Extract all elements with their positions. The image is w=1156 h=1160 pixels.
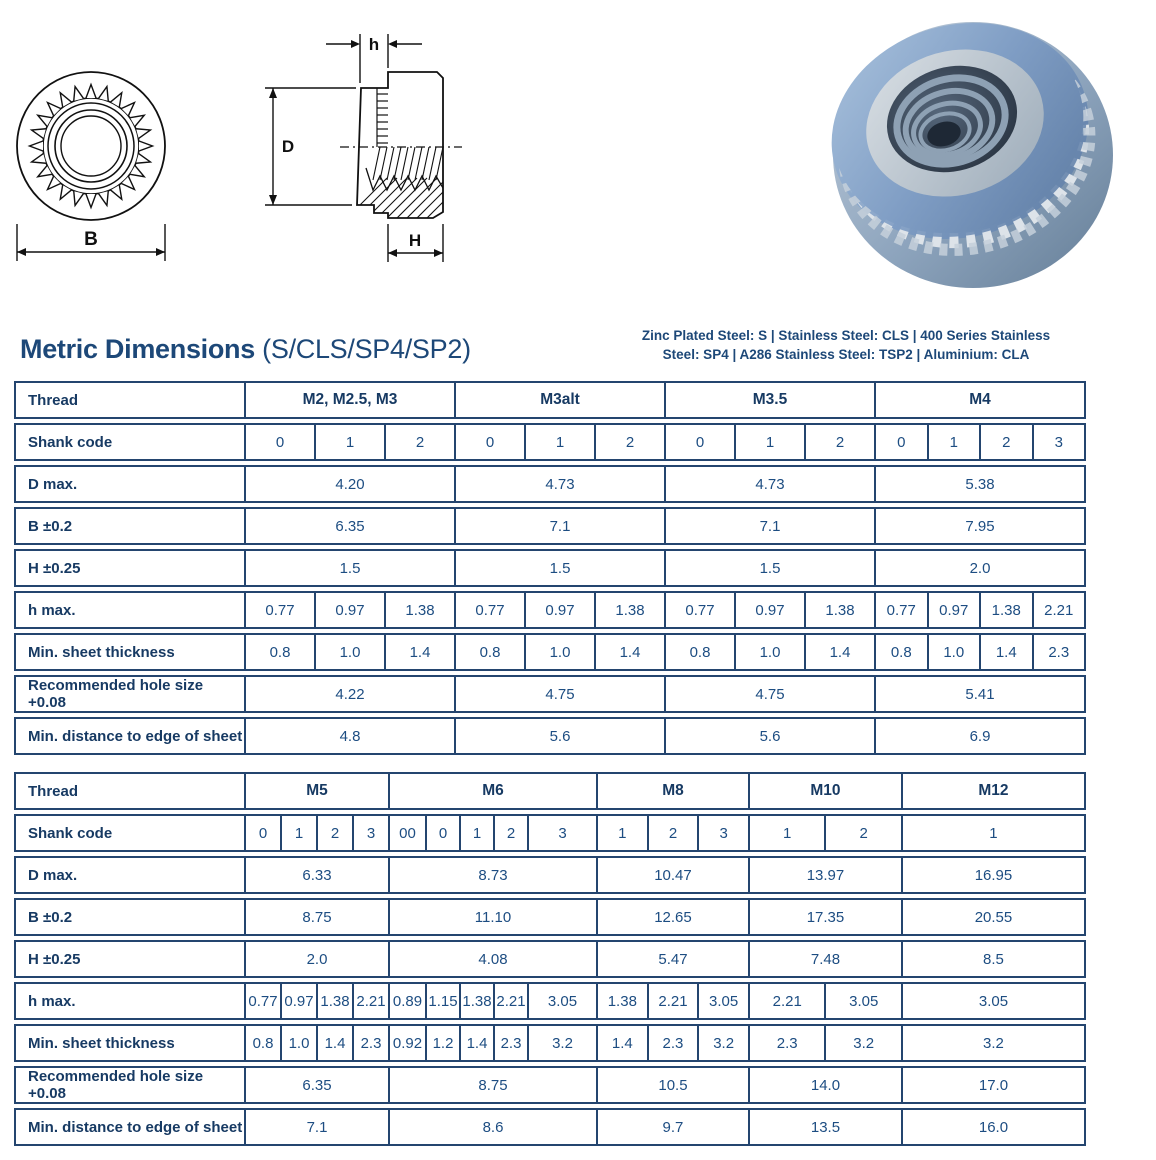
table-row-shank-code: [14, 423, 1086, 461]
value-cell: 3.05: [699, 982, 750, 1020]
thread-group-header: M2, M2.5, M3: [246, 381, 456, 419]
metric-table-small-threads: [14, 381, 1086, 759]
value-cell: 0.77: [246, 982, 282, 1020]
nut-section-outline: [357, 72, 443, 218]
value-cell: 1.0: [316, 633, 386, 671]
table-row-h-upper: [14, 940, 1086, 978]
value-cell: 2.21: [750, 982, 827, 1020]
shank-code-cell: 1: [526, 423, 596, 461]
value-cell: 0.8: [666, 633, 736, 671]
value-cell: 4.20: [246, 465, 456, 503]
row-label: B ±0.2: [14, 898, 246, 936]
value-cell: 1.0: [929, 633, 982, 671]
value-cell: 8.6: [390, 1108, 598, 1146]
front-view-drawing: [10, 60, 180, 272]
value-cell: 4.8: [246, 717, 456, 755]
value-cell: 2.21: [649, 982, 700, 1020]
row-label: Thread: [14, 381, 246, 419]
thread-group-header: M3alt: [456, 381, 666, 419]
value-cell: 1.4: [806, 633, 876, 671]
dim-label-h-small: h: [368, 35, 380, 54]
value-cell: 2.0: [246, 940, 390, 978]
table-row-b: [14, 507, 1086, 545]
value-cell: 2.3: [1034, 633, 1087, 671]
value-cell: 8.75: [246, 898, 390, 936]
shank-code-cell: 1: [316, 423, 386, 461]
value-cell: 1.38: [596, 591, 666, 629]
materials-note: [640, 326, 1052, 364]
value-cell: 2.0: [876, 549, 1086, 587]
value-cell: 17.0: [903, 1066, 1086, 1104]
table-row-d-max: [14, 465, 1086, 503]
row-label: Shank code: [14, 814, 246, 852]
value-cell: 1.4: [596, 633, 666, 671]
thread-group-header: M3.5: [666, 381, 876, 419]
shank-code-cell: 2: [495, 814, 529, 852]
dim-label-b: B: [84, 229, 98, 250]
row-label: D max.: [14, 856, 246, 894]
row-label: H ±0.25: [14, 549, 246, 587]
value-cell: 5.38: [876, 465, 1086, 503]
row-label: B ±0.2: [14, 507, 246, 545]
value-cell: 0.92: [390, 1024, 427, 1062]
value-cell: 8.5: [903, 940, 1086, 978]
value-cell: 0.97: [526, 591, 596, 629]
shank-code-cell: 1: [736, 423, 806, 461]
table-row-edge-distance: [14, 717, 1086, 755]
value-cell: 0.77: [876, 591, 929, 629]
value-cell: 8.73: [390, 856, 598, 894]
table-row-min-sheet: [14, 633, 1086, 671]
table-row-h-upper: [14, 549, 1086, 587]
table-row-b: [14, 898, 1086, 936]
value-cell: 7.95: [876, 507, 1086, 545]
value-cell: 7.48: [750, 940, 903, 978]
shank-code-cell: 2: [826, 814, 903, 852]
value-cell: 0.97: [929, 591, 982, 629]
row-label: D max.: [14, 465, 246, 503]
value-cell: 1.0: [736, 633, 806, 671]
table-row-min-sheet: [14, 1024, 1086, 1062]
value-cell: 0.77: [456, 591, 526, 629]
thread-group-header: M8: [598, 772, 750, 810]
row-label: Shank code: [14, 423, 246, 461]
value-cell: 11.10: [390, 898, 598, 936]
table-row-shank-code: [14, 814, 1086, 852]
shank-code-cell: 0: [246, 423, 316, 461]
table-row-thread: [14, 381, 1086, 419]
value-cell: 3.2: [826, 1024, 903, 1062]
value-cell: 4.22: [246, 675, 456, 713]
row-label: h max.: [14, 591, 246, 629]
value-cell: 0.97: [282, 982, 318, 1020]
value-cell: 0.8: [246, 633, 316, 671]
value-cell: 10.47: [598, 856, 750, 894]
thread-group-header: M12: [903, 772, 1086, 810]
value-cell: 5.6: [456, 717, 666, 755]
value-cell: 13.97: [750, 856, 903, 894]
shank-code-cell: 3: [699, 814, 750, 852]
value-cell: 0.77: [666, 591, 736, 629]
value-cell: 2.3: [649, 1024, 700, 1062]
shank-code-cell: 3: [529, 814, 598, 852]
value-cell: 1.5: [456, 549, 666, 587]
page-title-suffix: (S/CLS/SP4/SP2): [254, 334, 471, 364]
value-cell: 1.5: [246, 549, 456, 587]
thread-group-header: M10: [750, 772, 903, 810]
row-label: Recommended hole size +0.08: [14, 675, 246, 713]
row-label: h max.: [14, 982, 246, 1020]
shank-code-cell: 0: [666, 423, 736, 461]
value-cell: 0.8: [246, 1024, 282, 1062]
value-cell: 1.38: [806, 591, 876, 629]
value-cell: 7.1: [666, 507, 876, 545]
value-cell: 3.2: [529, 1024, 598, 1062]
table-row-hole-size: [14, 1066, 1086, 1104]
value-cell: 5.47: [598, 940, 750, 978]
value-cell: 2.21: [495, 982, 529, 1020]
shank-code-cell: 3: [354, 814, 390, 852]
thread-group-header: M4: [876, 381, 1086, 419]
value-cell: 1.2: [427, 1024, 461, 1062]
value-cell: 1.0: [526, 633, 596, 671]
value-cell: 5.41: [876, 675, 1086, 713]
value-cell: 2.3: [750, 1024, 827, 1062]
table-row-thread: [14, 772, 1086, 810]
value-cell: 8.75: [390, 1066, 598, 1104]
shank-code-cell: 2: [596, 423, 666, 461]
value-cell: 20.55: [903, 898, 1086, 936]
value-cell: 1.4: [318, 1024, 354, 1062]
side-view-drawing: [252, 28, 467, 273]
product-photo: [815, 5, 1125, 300]
value-cell: 2.3: [354, 1024, 390, 1062]
materials-note-line2: Steel: SP4 | A286 Stainless Steel: TSP2 | Aluminium: CLA: [662, 347, 1030, 362]
shank-code-cell: 1: [903, 814, 1086, 852]
row-label: Recommended hole size +0.08: [14, 1066, 246, 1104]
page-title: [20, 334, 471, 365]
shank-code-cell: 2: [386, 423, 456, 461]
value-cell: 1.4: [386, 633, 456, 671]
value-cell: 17.35: [750, 898, 903, 936]
value-cell: 0.8: [876, 633, 929, 671]
shank-code-cell: 2: [806, 423, 876, 461]
shank-code-cell: 0: [246, 814, 282, 852]
shank-code-cell: 3: [1034, 423, 1087, 461]
shank-code-cell: 2: [318, 814, 354, 852]
value-cell: 1.38: [981, 591, 1034, 629]
shank-code-cell: 00: [390, 814, 427, 852]
table-row-d-max: [14, 856, 1086, 894]
dim-label-h-big: H: [408, 231, 422, 250]
value-cell: 1.0: [282, 1024, 318, 1062]
value-cell: 7.1: [246, 1108, 390, 1146]
materials-note-line1: Zinc Plated Steel: S | Stainless Steel: CLS | 400 Series Stainless: [641, 328, 1051, 343]
value-cell: 0.89: [390, 982, 427, 1020]
value-cell: 12.65: [598, 898, 750, 936]
value-cell: 1.4: [598, 1024, 649, 1062]
value-cell: 1.5: [666, 549, 876, 587]
table-row-edge-distance: [14, 1108, 1086, 1146]
value-cell: 1.38: [598, 982, 649, 1020]
value-cell: 1.15: [427, 982, 461, 1020]
shank-code-cell: 2: [649, 814, 700, 852]
value-cell: 1.38: [318, 982, 354, 1020]
value-cell: 10.5: [598, 1066, 750, 1104]
thread-group-header: M6: [390, 772, 598, 810]
value-cell: 0.8: [456, 633, 526, 671]
shank-code-cell: 1: [750, 814, 827, 852]
value-cell: 4.75: [666, 675, 876, 713]
value-cell: 16.0: [903, 1108, 1086, 1146]
dim-label-d: D: [281, 137, 295, 156]
row-label: Min. sheet thickness: [14, 633, 246, 671]
shank-code-cell: 0: [427, 814, 461, 852]
value-cell: 1.38: [461, 982, 495, 1020]
shank-code-cell: 2: [981, 423, 1034, 461]
value-cell: 6.33: [246, 856, 390, 894]
value-cell: 13.5: [750, 1108, 903, 1146]
value-cell: 3.05: [903, 982, 1086, 1020]
thread-group-header: M5: [246, 772, 390, 810]
value-cell: 1.4: [461, 1024, 495, 1062]
value-cell: 4.08: [390, 940, 598, 978]
shank-code-cell: 1: [282, 814, 318, 852]
row-label: Min. sheet thickness: [14, 1024, 246, 1062]
value-cell: 0.97: [316, 591, 386, 629]
value-cell: 3.2: [903, 1024, 1086, 1062]
shank-code-cell: 0: [456, 423, 526, 461]
value-cell: 2.21: [1034, 591, 1087, 629]
value-cell: 5.6: [666, 717, 876, 755]
value-cell: 16.95: [903, 856, 1086, 894]
value-cell: 4.73: [666, 465, 876, 503]
row-label: Min. distance to edge of sheet: [14, 717, 246, 755]
value-cell: 3.05: [529, 982, 598, 1020]
shank-code-cell: 1: [461, 814, 495, 852]
value-cell: 14.0: [750, 1066, 903, 1104]
value-cell: 7.1: [456, 507, 666, 545]
value-cell: 4.73: [456, 465, 666, 503]
table-row-h-max: [14, 982, 1086, 1020]
value-cell: 0.77: [246, 591, 316, 629]
value-cell: 1.38: [386, 591, 456, 629]
shank-code-cell: 0: [876, 423, 929, 461]
shank-code-cell: 1: [598, 814, 649, 852]
row-label: H ±0.25: [14, 940, 246, 978]
value-cell: 9.7: [598, 1108, 750, 1146]
table-row-h-max: [14, 591, 1086, 629]
value-cell: 0.97: [736, 591, 806, 629]
value-cell: 2.3: [495, 1024, 529, 1062]
row-label: Thread: [14, 772, 246, 810]
value-cell: 6.9: [876, 717, 1086, 755]
value-cell: 6.35: [246, 1066, 390, 1104]
value-cell: 4.75: [456, 675, 666, 713]
value-cell: 2.21: [354, 982, 390, 1020]
metric-table-large-threads: [14, 772, 1086, 1150]
row-label: Min. distance to edge of sheet: [14, 1108, 246, 1146]
table-row-hole-size: [14, 675, 1086, 713]
value-cell: 1.4: [981, 633, 1034, 671]
value-cell: 6.35: [246, 507, 456, 545]
value-cell: 3.2: [699, 1024, 750, 1062]
page-title-main: Metric Dimensions: [20, 334, 255, 364]
shank-code-cell: 1: [929, 423, 982, 461]
value-cell: 3.05: [826, 982, 903, 1020]
